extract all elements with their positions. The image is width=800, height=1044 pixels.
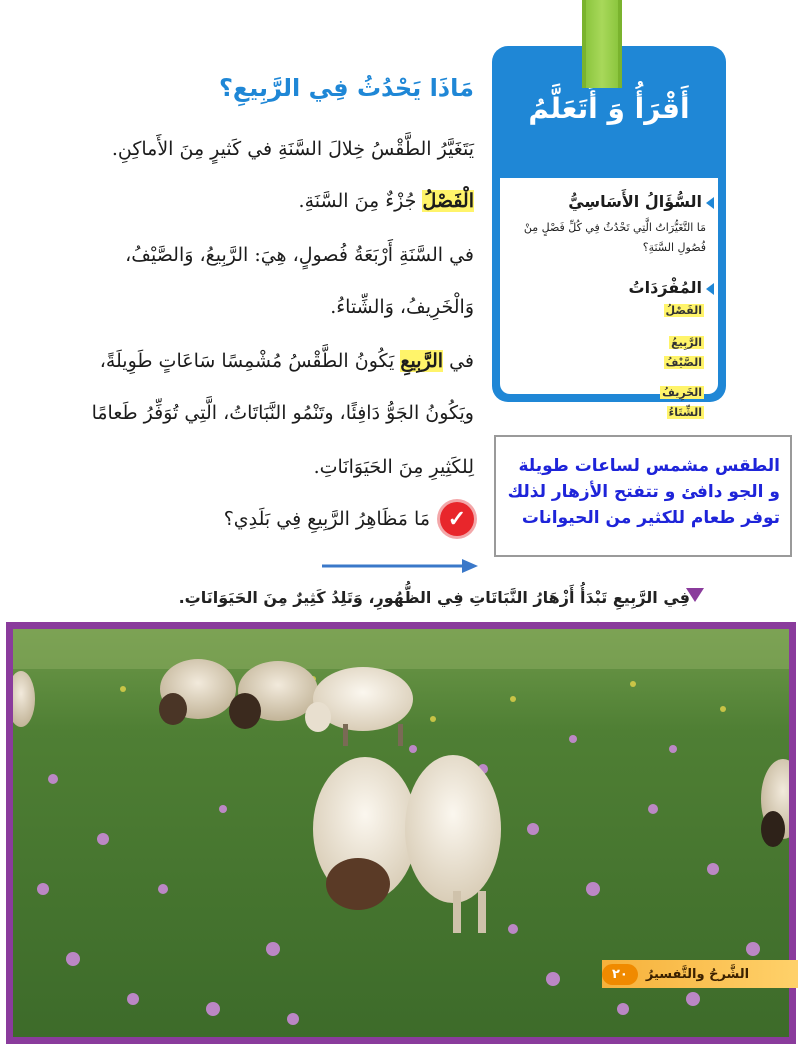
learn-box-content (500, 178, 718, 419)
checkmark-icon: ✓ (440, 502, 474, 536)
lesson-line-4: وَالْخَرِيفُ، وَالشِّتاءُ. (330, 296, 474, 318)
vocab-item: الفَصْلُ (665, 304, 702, 317)
lesson-line-5-pre: في (443, 350, 474, 372)
check-question-text: مَا مَظَاهِرُ الرَّبِيعِ فِي بَلَدِي؟ (223, 508, 430, 530)
learn-box-title: أَقْرَأُ وَ أَتَعَلَّمُ (528, 92, 690, 125)
lesson-line-5-text: يَكُونُ الطَّقْسُ مُشْمِسًا سَاعَاتٍ طَوِيلَةً، (99, 350, 401, 372)
photo-caption: فِي الرَّبِيعِ تَبْدَأُ أَزْهَارُ النَّبَاتَاتِ فِي الظُّهُورِ، وَتَلِدُ كَثِيرٌ مِنَ الحَيَوَانَاتِ. (178, 588, 690, 607)
term-spring: الرَّبِيعِ (400, 350, 444, 372)
note-text: الطقس مشمس لساعات طويلة و الجو دافئ و تتفتح الأزهار لذلك توفر طعام للكثير من الحيوانات (507, 456, 780, 528)
lesson-line-2 (299, 190, 474, 212)
essential-question-text: مَا التَّغَيُّرَاتُ الَّتِي تَحْدُثُ فِي كُلِّ فَصْلٍ مِنْ فُصُولِ السَّنَةِ؟ (523, 221, 706, 254)
right-arrow-icon (322, 559, 478, 573)
essential-question-heading: السُّؤَالُ الأَسَاسِيُّ (568, 192, 714, 211)
page-section-label: الشَّرحُ والتَّفسيرُ (645, 966, 750, 982)
vocab-item: الشِّتَاءُ (668, 406, 702, 419)
note-box (494, 435, 792, 557)
check-question (224, 502, 474, 536)
page-number-tab (602, 960, 798, 988)
vocab-item: الرَّبِيعُ (671, 336, 702, 349)
term-season: الْفَصْلُ (422, 190, 474, 212)
lesson-line-3: في السَّنَةِ أَرْبَعَةُ فُصولٍ، هِيَ: الرَّبِيعُ، وَالصَّيْفُ، (125, 244, 474, 266)
lesson-line-2-text: جُزْءٌ مِنَ السَّنَةِ. (298, 190, 423, 212)
vocab-item: الخَرِيفُ (662, 386, 702, 399)
lesson-line-7: لِلكَثِيرِ مِنَ الحَيَوَانَاتِ. (313, 456, 474, 478)
lesson-line-1: يَتَغَيَّرُ الطَّقْسُ خِلالَ السَّنَةِ في كَثيرٍ مِنَ الأَماكِنِ. (111, 138, 474, 160)
lesson-line-6: ويَكُونُ الجَوُّ دَافِئًا، وتَنْمُو النَّبَاتَاتُ، الَّتِي تُوَفِّرُ طَعامًا (91, 402, 474, 424)
page-number: ٢٠ (602, 964, 638, 985)
vocabulary-heading: المُفْرَدَاتُ (629, 278, 714, 297)
vocab-item: الصَّيْفُ (665, 356, 702, 369)
lesson-heading: مَاذَا يَحْدُثُ فِي الرَّبِيعِ؟ (218, 74, 474, 102)
bookmark-ribbon (582, 0, 622, 88)
lesson-line-5 (100, 350, 474, 372)
read-and-learn-box (492, 46, 726, 419)
